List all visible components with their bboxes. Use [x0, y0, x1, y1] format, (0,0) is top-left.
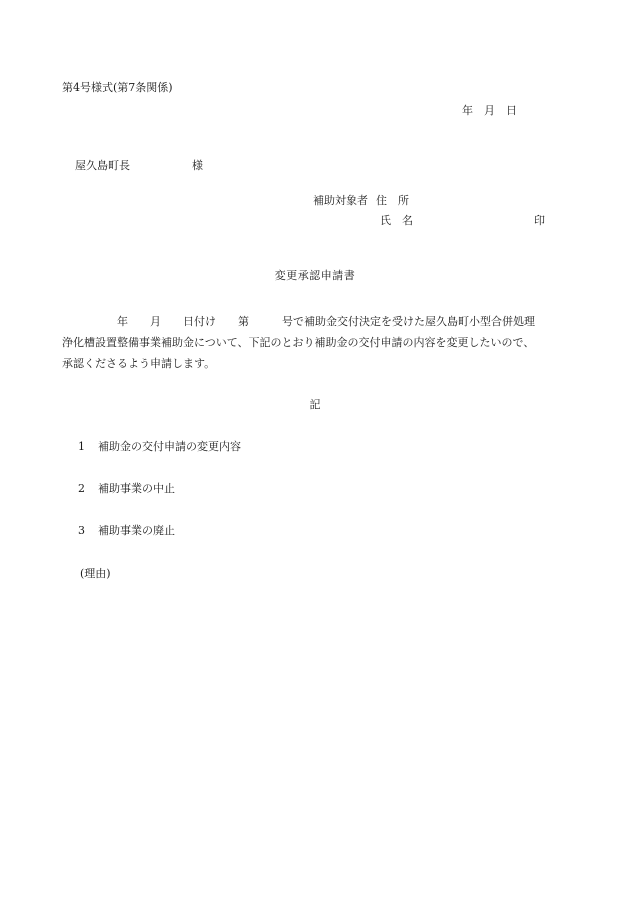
item-text: 補助事業の廃止 [98, 524, 175, 537]
document-title: 変更承認申請書 [274, 269, 356, 282]
list-item [78, 441, 241, 452]
applicant-address-row [313, 195, 409, 206]
body-line-3: 承認くださるよう申請します。 [62, 357, 216, 370]
item-number: 2 [78, 482, 85, 495]
seal-mark: 印 [534, 214, 545, 227]
item-text: 補助金の交付申請の変更内容 [98, 440, 241, 453]
item-text: 補助事業の中止 [98, 482, 175, 495]
date-line: 年 月 日 [462, 104, 517, 117]
reason-label: (理由) [80, 567, 111, 580]
body-line-1: 年 月 日付け 第 号で補助金交付決定を受けた屋久島町小型合併処理 [62, 315, 535, 328]
item-number: 3 [78, 524, 85, 537]
form-number-label: 第4号様式(第7条関係) [62, 81, 173, 94]
applicant-label: 補助対象者 [313, 194, 368, 207]
ki-heading: 記 [309, 398, 321, 411]
list-item [78, 525, 175, 536]
address-label: 住 所 [376, 194, 409, 207]
name-label: 氏 名 [380, 214, 413, 227]
body-paragraph [62, 311, 582, 374]
addressee: 屋久島町長 [75, 159, 130, 172]
list-item [78, 483, 175, 494]
item-number: 1 [78, 440, 85, 453]
body-line-2: 浄化槽設置整備事業補助金について、下記のとおり補助金の交付申請の内容を変更したいので、 [62, 336, 535, 349]
honorific: 様 [192, 159, 203, 172]
